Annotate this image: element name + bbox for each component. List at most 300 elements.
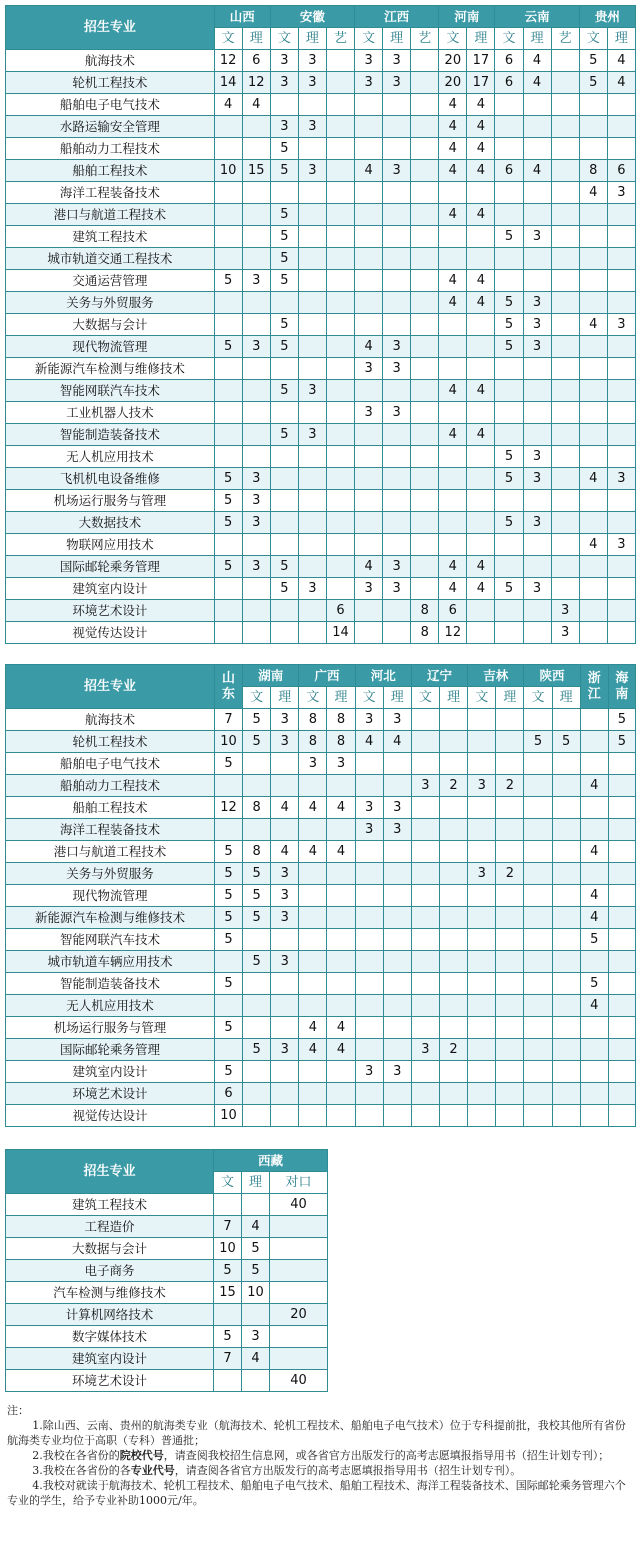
quota-cell [608,1061,635,1083]
quota-cell [468,995,496,1017]
quota-cell: 3 [298,424,326,446]
quota-cell [440,929,468,951]
major-name-cell: 机场运行服务与管理 [6,490,215,512]
quota-cell: 3 [355,819,383,841]
quota-cell [326,578,354,600]
quota-cell [383,94,411,116]
quota-cell [523,402,551,424]
quota-cell [579,600,607,622]
quota-cell [496,1105,524,1127]
table-row [6,556,636,578]
quota-cell: 6 [242,50,270,72]
quota-cell [298,138,326,160]
track-subheader: 理 [607,28,635,50]
quota-cell: 4 [523,72,551,94]
quota-cell: 20 [439,72,467,94]
quota-cell [468,1039,496,1061]
quota-cell [467,600,495,622]
quota-cell: 5 [270,248,298,270]
quota-cell [355,314,383,336]
quota-cell: 5 [270,314,298,336]
quota-cell: 10 [214,1238,242,1260]
quota-cell [524,709,552,731]
quota-cell [326,380,354,402]
quota-cell [355,907,383,929]
quota-cell: 5 [270,204,298,226]
quota-cell [243,775,271,797]
quota-cell: 5 [270,160,298,182]
quota-cell [579,116,607,138]
quota-cell: 12 [214,797,242,819]
quota-cell [242,204,270,226]
quota-cell [608,841,635,863]
quota-cell: 5 [495,226,523,248]
quota-cell: 3 [271,1039,299,1061]
quota-cell [298,556,326,578]
province-header: 广西 [299,665,355,687]
quota-cell [299,1083,327,1105]
track-subheader: 文 [299,687,327,709]
quota-cell: 2 [440,775,468,797]
quota-cell [495,424,523,446]
quota-cell [214,116,242,138]
quota-cell [440,709,468,731]
quota-cell [327,951,355,973]
quota-cell [552,709,580,731]
quota-cell [439,490,467,512]
quota-cell [579,556,607,578]
quota-cell [440,731,468,753]
quota-cell [524,1017,552,1039]
quota-cell [468,819,496,841]
table-row [6,424,636,446]
province-header: 安徽 [270,6,354,28]
major-code-emphasis: 专业代号 [130,1464,175,1477]
quota-cell: 3 [242,336,270,358]
table-row [6,534,636,556]
quota-cell [383,468,411,490]
quota-cell [467,402,495,424]
quota-cell: 2 [496,863,524,885]
quota-cell [355,775,383,797]
quota-cell: 7 [214,709,242,731]
quota-cell: 4 [579,314,607,336]
quota-cell: 3 [523,336,551,358]
quota-cell [298,94,326,116]
quota-cell [242,424,270,446]
quota-cell: 4 [439,160,467,182]
quota-cell [326,50,354,72]
quota-cell [608,819,635,841]
quota-cell [242,358,270,380]
quota-cell [383,995,411,1017]
quota-cell: 4 [467,578,495,600]
quota-cell: 3 [242,270,270,292]
major-name-cell: 智能制造装备技术 [6,973,215,995]
quota-cell [355,863,383,885]
quota-cell [579,292,607,314]
quota-cell: 8 [411,622,439,644]
quota-cell [326,248,354,270]
table-row [6,973,636,995]
quota-cell [383,116,411,138]
quota-cell [327,863,355,885]
table-row [6,358,636,380]
quota-cell [299,929,327,951]
major-name-cell: 建筑工程技术 [6,1194,214,1216]
quota-cell: 6 [607,160,635,182]
major-name-cell: 海洋工程装备技术 [6,819,215,841]
quota-cell [524,1083,552,1105]
quota-cell [271,1083,299,1105]
major-name-cell: 船舶工程技术 [6,797,215,819]
quota-cell [214,358,242,380]
quota-cell [495,534,523,556]
quota-cell [355,116,383,138]
quota-cell [580,797,608,819]
track-subheader: 文 [270,28,298,50]
track-subheader: 文 [411,687,439,709]
quota-cell [495,402,523,424]
quota-cell: 5 [214,1061,242,1083]
quota-cell: 3 [383,160,411,182]
quota-cell [496,841,524,863]
major-name-cell: 机场运行服务与管理 [6,1017,215,1039]
quota-cell [608,753,635,775]
quota-cell: 4 [383,731,411,753]
quota-cell [551,468,579,490]
quota-cell [326,270,354,292]
quota-cell: 5 [214,863,242,885]
major-name-cell: 智能制造装备技术 [6,424,215,446]
major-name-cell: 船舶电子电气技术 [6,753,215,775]
quota-cell: 3 [242,468,270,490]
quota-cell [440,907,468,929]
quota-cell: 5 [579,50,607,72]
quota-cell [496,819,524,841]
quota-cell [242,182,270,204]
quota-cell [579,270,607,292]
quota-cell [411,512,439,534]
quota-cell: 5 [214,556,242,578]
quota-cell [214,1304,242,1326]
quota-cell [551,402,579,424]
quota-cell [495,270,523,292]
quota-cell: 15 [242,160,270,182]
quota-cell [608,929,635,951]
quota-cell [242,600,270,622]
quota-cell [242,1370,270,1392]
quota-cell [243,973,271,995]
quota-cell [270,622,298,644]
major-name-cell: 环境艺术设计 [6,600,215,622]
quota-cell [440,1017,468,1039]
table-row [6,1039,636,1061]
quota-cell [495,204,523,226]
quota-cell [298,534,326,556]
quota-cell [607,292,635,314]
quota-cell [299,973,327,995]
quota-cell [551,490,579,512]
quota-cell [467,534,495,556]
quota-cell: 4 [355,731,383,753]
quota-cell: 6 [326,600,354,622]
quota-cell [383,929,411,951]
quota-cell [580,1083,608,1105]
table-row [6,1260,328,1282]
quota-cell [608,973,635,995]
note-2: 2.我校在各省份的院校代号，请查阅我校招生信息网，或各省官方出版发行的高考志愿填报指导用书（招生计划专刊）； [32,1449,610,1462]
quota-cell: 8 [243,841,271,863]
quota-cell [243,1105,271,1127]
quota-cell [326,314,354,336]
quota-cell [467,226,495,248]
quota-cell: 4 [271,797,299,819]
quota-cell [411,292,439,314]
quota-cell: 4 [214,94,242,116]
quota-cell [552,1105,580,1127]
table-row [6,819,636,841]
quota-cell [299,1061,327,1083]
table-row [6,709,636,731]
table-row [6,490,636,512]
quota-cell [214,622,242,644]
quota-cell: 3 [383,50,411,72]
quota-cell [270,182,298,204]
table-row [6,50,636,72]
quota-cell [523,424,551,446]
quota-cell [214,951,242,973]
quota-cell [440,885,468,907]
quota-cell [411,885,439,907]
table-row [6,1326,328,1348]
quota-cell [299,885,327,907]
quota-cell: 2 [496,775,524,797]
quota-cell [383,226,411,248]
quota-cell [411,490,439,512]
quota-cell [495,380,523,402]
quota-cell [214,578,242,600]
quota-cell [524,753,552,775]
quota-cell [411,819,439,841]
quota-cell [607,138,635,160]
province-header: 贵州 [579,6,635,28]
major-name-cell: 环境艺术设计 [6,1370,214,1392]
quota-cell: 4 [327,1039,355,1061]
quota-cell [608,885,635,907]
quota-cell [270,1348,328,1370]
quota-cell: 4 [467,138,495,160]
quota-cell: 5 [495,468,523,490]
quota-cell [551,556,579,578]
major-name-cell: 现代物流管理 [6,885,215,907]
quota-cell [579,94,607,116]
quota-cell [607,600,635,622]
quota-cell [214,534,242,556]
quota-cell [298,512,326,534]
enrollment-table-3 [5,1149,328,1392]
province-header: 山 东 [214,665,242,709]
quota-cell: 3 [551,622,579,644]
track-subheader: 文 [243,687,271,709]
quota-cell: 3 [383,72,411,94]
quota-cell [496,1017,524,1039]
quota-cell [383,446,411,468]
quota-cell: 3 [383,402,411,424]
quota-cell [326,94,354,116]
quota-cell [383,270,411,292]
quota-cell: 3 [270,116,298,138]
quota-cell: 3 [299,753,327,775]
track-subheader: 艺 [551,28,579,50]
quota-cell [355,204,383,226]
quota-cell [214,292,242,314]
major-name-cell: 计算机网络技术 [6,1304,214,1326]
quota-cell: 5 [243,907,271,929]
quota-cell [355,226,383,248]
table-row [6,292,636,314]
quota-cell [551,314,579,336]
quota-cell [579,402,607,424]
quota-cell [467,248,495,270]
track-subheader: 文 [355,28,383,50]
quota-cell: 7 [214,1216,242,1238]
quota-cell: 4 [467,94,495,116]
track-subheader: 文 [355,687,383,709]
quota-cell: 5 [214,336,242,358]
quota-cell [270,1260,328,1282]
major-name-cell: 港口与航道工程技术 [6,841,215,863]
quota-cell [468,1083,496,1105]
quota-cell [411,314,439,336]
quota-cell [270,292,298,314]
quota-cell: 4 [327,1017,355,1039]
quota-cell [214,1370,242,1392]
quota-cell: 5 [243,731,271,753]
quota-cell: 3 [523,512,551,534]
quota-cell [326,512,354,534]
quota-cell [440,841,468,863]
quota-cell: 4 [439,424,467,446]
quota-cell: 12 [242,72,270,94]
quota-cell: 5 [495,336,523,358]
quota-cell [496,995,524,1017]
quota-cell: 4 [439,292,467,314]
major-name-cell: 数字媒体技术 [6,1326,214,1348]
track-subheader: 理 [383,28,411,50]
quota-cell [411,138,439,160]
track-subheader: 文 [468,687,496,709]
table-row [6,578,636,600]
quota-cell: 5 [270,336,298,358]
quota-cell [551,512,579,534]
quota-cell [495,600,523,622]
quota-cell [607,446,635,468]
quota-cell: 4 [271,841,299,863]
quota-cell [524,885,552,907]
quota-cell [607,622,635,644]
table-row [6,622,636,644]
major-name-cell: 物联网应用技术 [6,534,215,556]
quota-cell [495,116,523,138]
quota-cell: 3 [355,1061,383,1083]
quota-cell: 5 [495,578,523,600]
quota-cell [214,1194,242,1216]
quota-cell [523,204,551,226]
quota-cell [214,424,242,446]
quota-cell [496,907,524,929]
quota-cell: 5 [579,72,607,94]
quota-cell [326,424,354,446]
major-name-cell: 智能网联汽车技术 [6,929,215,951]
quota-cell [326,72,354,94]
track-subheader: 理 [467,28,495,50]
quota-cell [467,622,495,644]
quota-cell [271,995,299,1017]
quota-cell: 3 [523,578,551,600]
quota-cell: 3 [355,402,383,424]
quota-cell: 5 [214,512,242,534]
quota-cell [355,1105,383,1127]
quota-cell [383,622,411,644]
quota-cell: 4 [579,468,607,490]
quota-cell [495,138,523,160]
track-subheader: 理 [496,687,524,709]
quota-cell: 5 [214,973,242,995]
quota-cell: 3 [271,907,299,929]
quota-cell [411,358,439,380]
quota-cell [242,138,270,160]
quota-cell [326,534,354,556]
province-header: 吉林 [468,665,524,687]
quota-cell [468,841,496,863]
quota-cell [214,600,242,622]
quota-cell [468,973,496,995]
quota-cell: 3 [523,226,551,248]
quota-cell: 12 [439,622,467,644]
province-header: 海 南 [608,665,635,709]
track-subheader: 理 [298,28,326,50]
track-subheader: 理 [440,687,468,709]
quota-cell [327,1083,355,1105]
track-subheader: 艺 [326,28,354,50]
quota-cell: 3 [355,358,383,380]
note-4: 4.我校对就读于航海技术、轮机工程技术、船舶电子电气技术、船舶工程技术、海洋工程装备技术、国际邮轮乘务管理六个专业的学生，给予专业补助1000元/年。 [7,1479,626,1507]
quota-cell [495,622,523,644]
quota-cell [607,358,635,380]
quota-cell: 3 [383,556,411,578]
quota-cell: 3 [383,797,411,819]
quota-cell [355,490,383,512]
track-subheader: 对口 [270,1172,328,1194]
quota-cell: 3 [298,160,326,182]
note-1: 1.除山西、云南、贵州的航海类专业（航海技术、轮机工程技术、船舶电子电气技术）位于专科提前批，我校其他所有省份航海类专业均位于高职（专科）普通批； [7,1419,626,1447]
quota-cell [439,182,467,204]
quota-cell: 4 [439,270,467,292]
quota-cell [243,929,271,951]
quota-cell [355,380,383,402]
quota-cell [214,204,242,226]
quota-cell [551,182,579,204]
quota-cell [298,358,326,380]
quota-cell [524,1061,552,1083]
quota-cell [551,358,579,380]
quota-cell [607,490,635,512]
quota-cell [355,841,383,863]
major-name-cell: 飞机机电设备维修 [6,468,215,490]
major-name-cell: 航海技术 [6,50,215,72]
quota-cell [551,50,579,72]
